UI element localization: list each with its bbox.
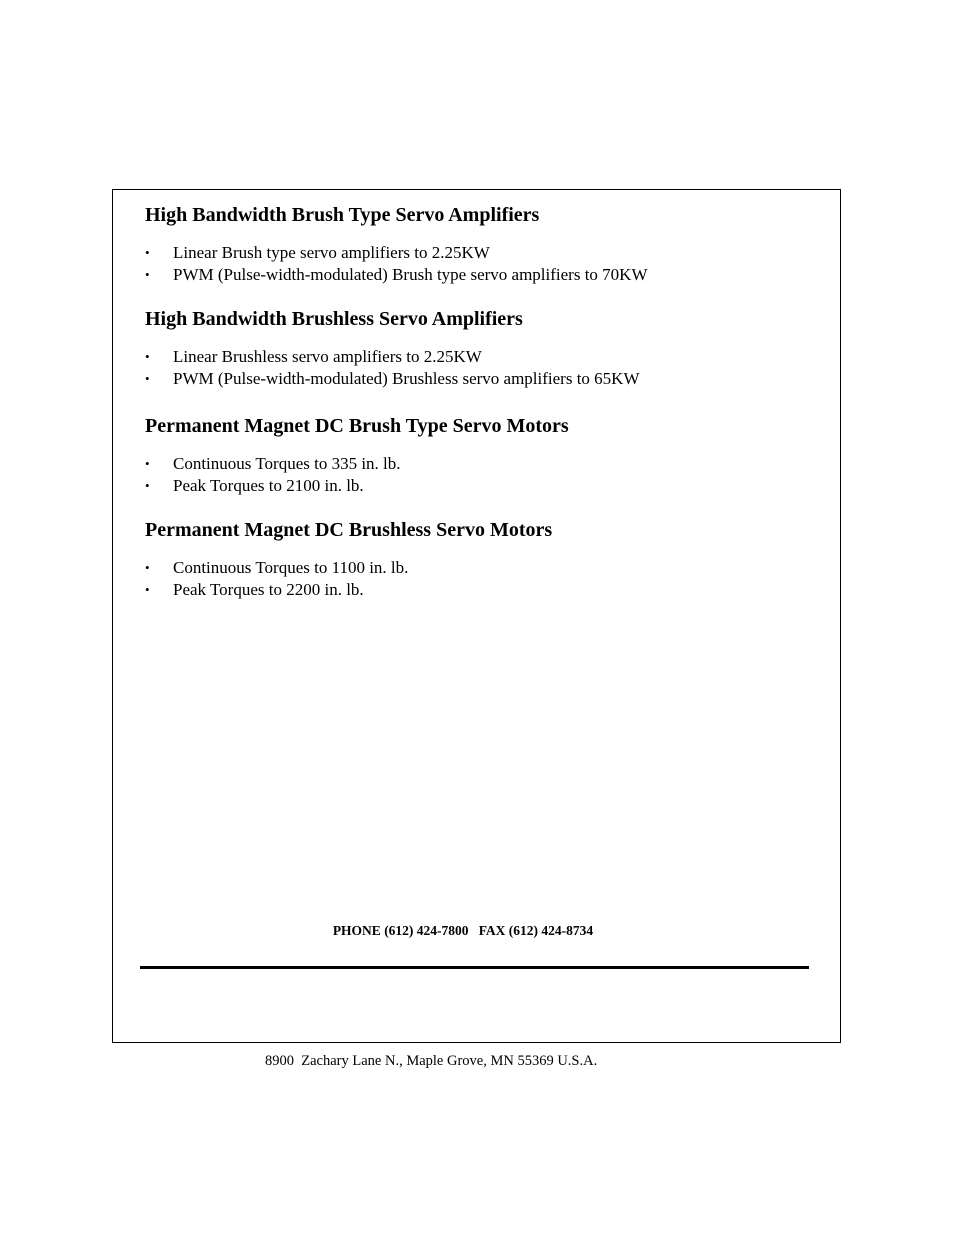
list-item: • Peak Torques to 2100 in. lb. (145, 476, 364, 495)
bullet-icon: • (145, 349, 150, 364)
bullet-icon: • (145, 456, 150, 471)
list-item: • Linear Brush type servo amplifiers to 2.25KW (145, 243, 490, 262)
section-heading: Permanent Magnet DC Brush Type Servo Motors (145, 415, 569, 437)
company-address: 8900 Zachary Lane N., Maple Grove, MN 55369 U.S.A. (265, 1053, 598, 1069)
bullet-icon: • (145, 582, 150, 597)
section-heading: High Bandwidth Brushless Servo Amplifiers (145, 308, 523, 330)
phone-number: PHONE (612) 424-7800 (332, 923, 469, 938)
bullet-icon: • (145, 560, 150, 575)
section-brushless-motors (145, 517, 805, 601)
section-heading: Permanent Magnet DC Brushless Servo Motors (145, 519, 553, 541)
list-item: • PWM (Pulse-width-modulated) Brushless servo amplifiers to 65KW (145, 369, 640, 388)
section-brush-motors (145, 413, 805, 497)
fax-number: FAX (612) 424-8734 (478, 923, 594, 938)
list-item: • Continuous Torques to 335 in. lb. (145, 454, 401, 473)
list-item: • Linear Brushless servo amplifiers to 2.25KW (145, 347, 482, 366)
bullet-icon: • (145, 478, 150, 493)
feature-list (145, 242, 805, 286)
list-item: • Continuous Torques to 1100 in. lb. (145, 558, 409, 577)
section-heading: High Bandwidth Brush Type Servo Amplifiers (145, 204, 540, 226)
bullet-icon: • (145, 371, 150, 386)
section-brush-amplifiers (145, 202, 805, 286)
divider (140, 966, 809, 969)
feature-list (145, 557, 805, 601)
feature-list (145, 346, 805, 390)
bullet-icon: • (145, 245, 150, 260)
contact-line (112, 923, 814, 939)
bullet-icon: • (145, 267, 150, 282)
section-brushless-amplifiers (145, 306, 805, 390)
feature-list (145, 453, 805, 497)
list-item: • PWM (Pulse-width-modulated) Brush type servo amplifiers to 70KW (145, 265, 648, 284)
list-item: • Peak Torques to 2200 in. lb. (145, 580, 364, 599)
